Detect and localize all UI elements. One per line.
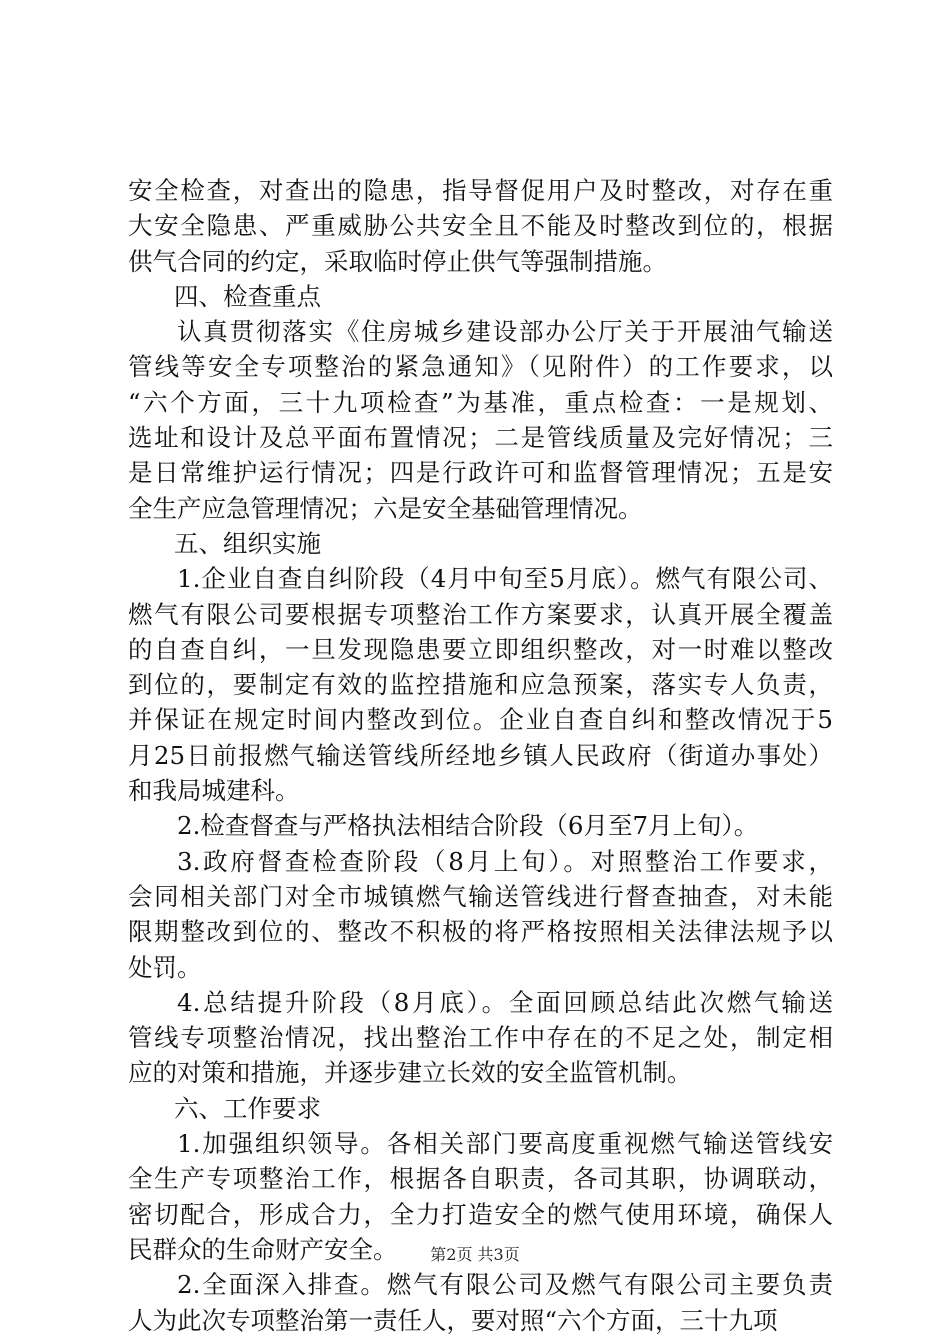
text-line: 大安全隐患、严重威胁公共安全且不能及时整改到位的，根据: [128, 211, 833, 241]
text-line: “六个方面，三十九项检查”为基准，重点检查：一是规划、: [128, 387, 833, 417]
text-line: 安全检查，对查出的隐患，指导督促用户及时整改，对存在重: [128, 176, 833, 205]
text-line: 全生产应急管理情况；六是安全基础管理情况。: [128, 493, 643, 523]
text-line: 1.企业自查自纠阶段（4月中旬至5月底）。燃气有限公司、: [177, 564, 833, 594]
document-body: [128, 173, 833, 1338]
text-line: 民群众的生命财产安全。: [128, 1234, 398, 1264]
paragraph: [128, 561, 833, 808]
text-line: 会同相关部门对全市城镇燃气输送管线进行督查抽查，对未能: [128, 881, 833, 911]
paragraph: [128, 844, 833, 985]
text-line: 2.检查督查与严格执法相结合阶段（6月至7月上旬）。: [177, 811, 759, 841]
text-line: 五、组织实施: [174, 528, 321, 558]
text-line: 2.全面深入排查。燃气有限公司及燃气有限公司主要负责: [177, 1270, 833, 1300]
text-line: 是日常维护运行情况；四是行政许可和监督管理情况；五是安: [128, 458, 833, 488]
paragraph: [128, 1267, 833, 1338]
text-line: 认真贯彻落实《住房城乡建设部办公厅关于开展油气输送: [177, 317, 833, 347]
text-line: 供气合同的约定，采取临时停止供气等强制措施。: [128, 246, 667, 276]
section-heading: [128, 1091, 833, 1126]
text-line: 并保证在规定时间内整改到位。企业自查自纠和整改情况于5: [128, 705, 833, 735]
paragraph: [128, 808, 833, 843]
page-footer: 第2页 共3页: [430, 1245, 520, 1264]
text-line: 管线等安全专项整治的紧急通知》（见附件）的工作要求，以: [128, 352, 833, 382]
text-line: 全生产专项整治工作，根据各自职责，各司其职，协调联动，: [128, 1164, 833, 1194]
text-line: 到位的，要制定有效的监控措施和应急预案，落实专人负责，: [128, 670, 833, 700]
text-line: 燃气有限公司要根据专项整治工作方案要求，认真开展全覆盖: [128, 599, 833, 629]
text-line: 处罚。: [128, 952, 202, 982]
text-line: 和我局城建科。: [128, 776, 300, 806]
section-heading: [128, 279, 833, 314]
text-line: 限期整改到位的、整改不积极的将严格按照相关法律法规予以: [128, 917, 833, 947]
text-line: 应的对策和措施，并逐步建立长效的安全监管机制。: [128, 1058, 692, 1088]
text-line: 人为此次专项整治第一责任人，要对照“六个方面，三十九项: [128, 1305, 778, 1335]
text-line: 3.政府督查检查阶段（8月上旬）。对照整治工作要求，: [177, 846, 833, 876]
text-line: 六、工作要求: [174, 1093, 321, 1123]
text-line: 1.加强组织领导。各相关部门要高度重视燃气输送管线安: [177, 1129, 833, 1159]
paragraph: [128, 173, 833, 279]
section-heading: [128, 526, 833, 561]
text-line: 月25日前报燃气输送管线所经地乡镇人民政府（街道办事处）: [128, 740, 833, 770]
text-line: 四、检查重点: [174, 281, 321, 311]
text-line: 4.总结提升阶段（8月底）。全面回顾总结此次燃气输送: [177, 987, 833, 1017]
text-line: 选址和设计及总平面布置情况；二是管线质量及完好情况；三: [128, 423, 833, 453]
text-line: 密切配合，形成合力，全力打造安全的燃气使用环境，确保人: [128, 1199, 833, 1229]
text-line: 管线专项整治情况，找出整治工作中存在的不足之处，制定相: [128, 1023, 833, 1053]
text-line: 的自查自纠，一旦发现隐患要立即组织整改，对一时难以整改: [128, 634, 833, 664]
paragraph: [128, 314, 833, 526]
paragraph: [128, 985, 833, 1091]
